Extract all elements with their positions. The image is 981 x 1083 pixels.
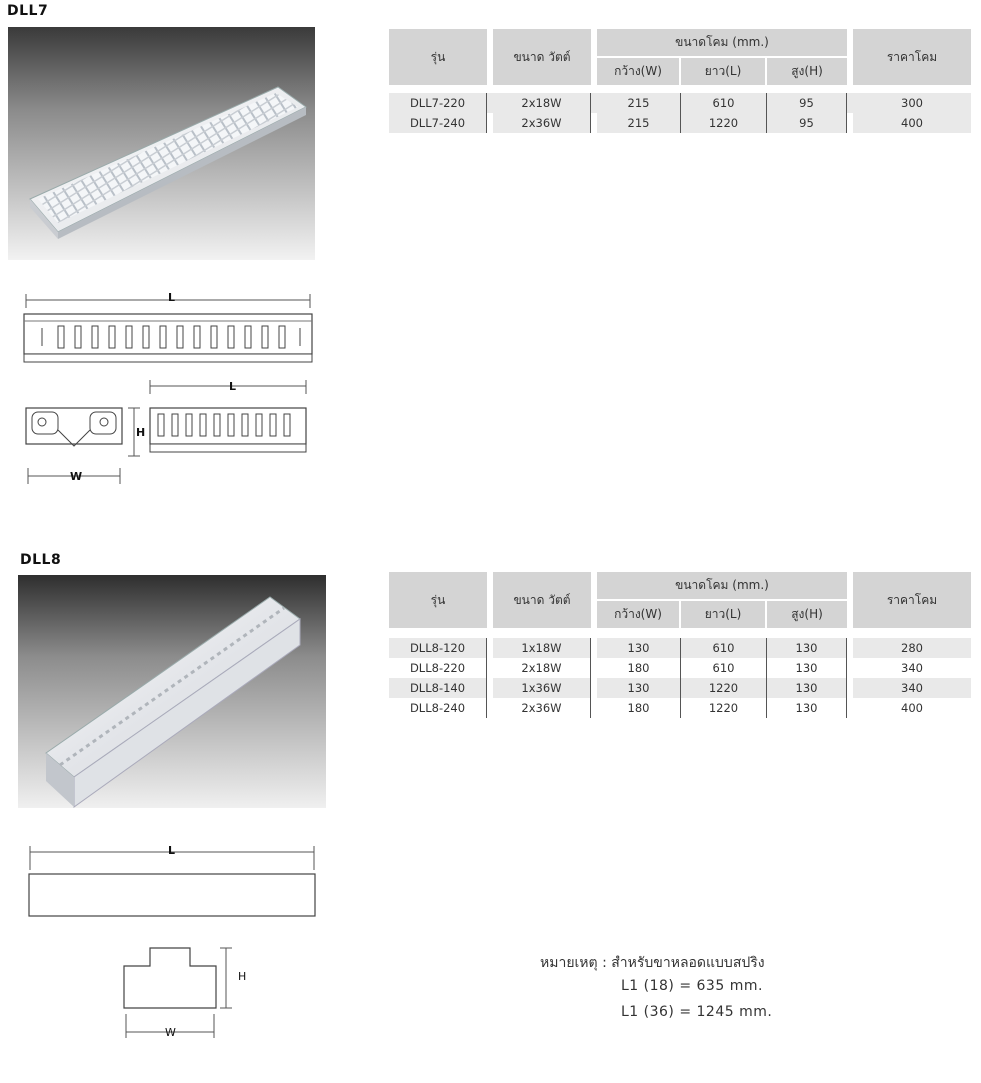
header-size: ขนาดโคม (mm.) (597, 572, 847, 601)
dll7-side-length-label: L (229, 380, 237, 393)
dll8-product-photo (18, 575, 326, 808)
header-price: ราคาโคม (853, 572, 971, 628)
dll7-top-length-label: L (168, 291, 176, 304)
dll8-end-height-label: H (238, 970, 247, 983)
header-height: สูง(H) (767, 58, 847, 85)
table-row: DLL8-240 2x36W 180 1220 130 400 (389, 698, 971, 718)
dll8-spec-table (389, 572, 971, 718)
table-row: DLL8-120 1x18W 130 610 130 280 (389, 638, 971, 658)
note-line-1: L1 (18) = 635 mm. (621, 978, 763, 994)
table-row: DLL8-140 1x36W 130 1220 130 340 (389, 678, 971, 698)
note-title: หมายเหตุ : สำหรับขาหลอดแบบสปริง (540, 955, 765, 971)
header-model: รุ่น (389, 572, 487, 628)
header-model: รุ่น (389, 29, 487, 85)
header-width: กว้าง(W) (597, 58, 681, 85)
table-row: DLL8-220 2x18W 180 610 130 340 (389, 658, 971, 678)
header-price: ราคาโคม (853, 29, 971, 85)
note-line-2: L1 (36) = 1245 mm. (621, 1004, 773, 1020)
header-width: กว้าง(W) (597, 601, 681, 628)
table-row: DLL7-220 2x18W 215 610 95 300 (389, 93, 971, 113)
header-watt: ขนาด วัตต์ (493, 29, 591, 85)
header-length: ยาว(L) (681, 58, 767, 85)
dll7-end-width-label: W (70, 470, 83, 483)
header-watt: ขนาด วัตต์ (493, 572, 591, 628)
header-height: สูง(H) (767, 601, 847, 628)
section-title-dll7: DLL7 (7, 3, 49, 19)
dll7-end-view-diagram (24, 402, 144, 488)
table-row: DLL7-240 2x36W 215 1220 95 400 (389, 113, 971, 133)
dll8-side-length-label: L (168, 844, 176, 857)
section-title-dll8: DLL8 (20, 552, 62, 568)
dll8-end-width-label: W (165, 1026, 177, 1039)
dll7-spec-table (389, 29, 971, 133)
dll7-product-photo (8, 27, 315, 260)
dll7-end-height-label: H (136, 426, 146, 439)
header-size: ขนาดโคม (mm.) (597, 29, 847, 58)
dll8-end-view-diagram (118, 944, 248, 1044)
header-length: ยาว(L) (681, 601, 767, 628)
